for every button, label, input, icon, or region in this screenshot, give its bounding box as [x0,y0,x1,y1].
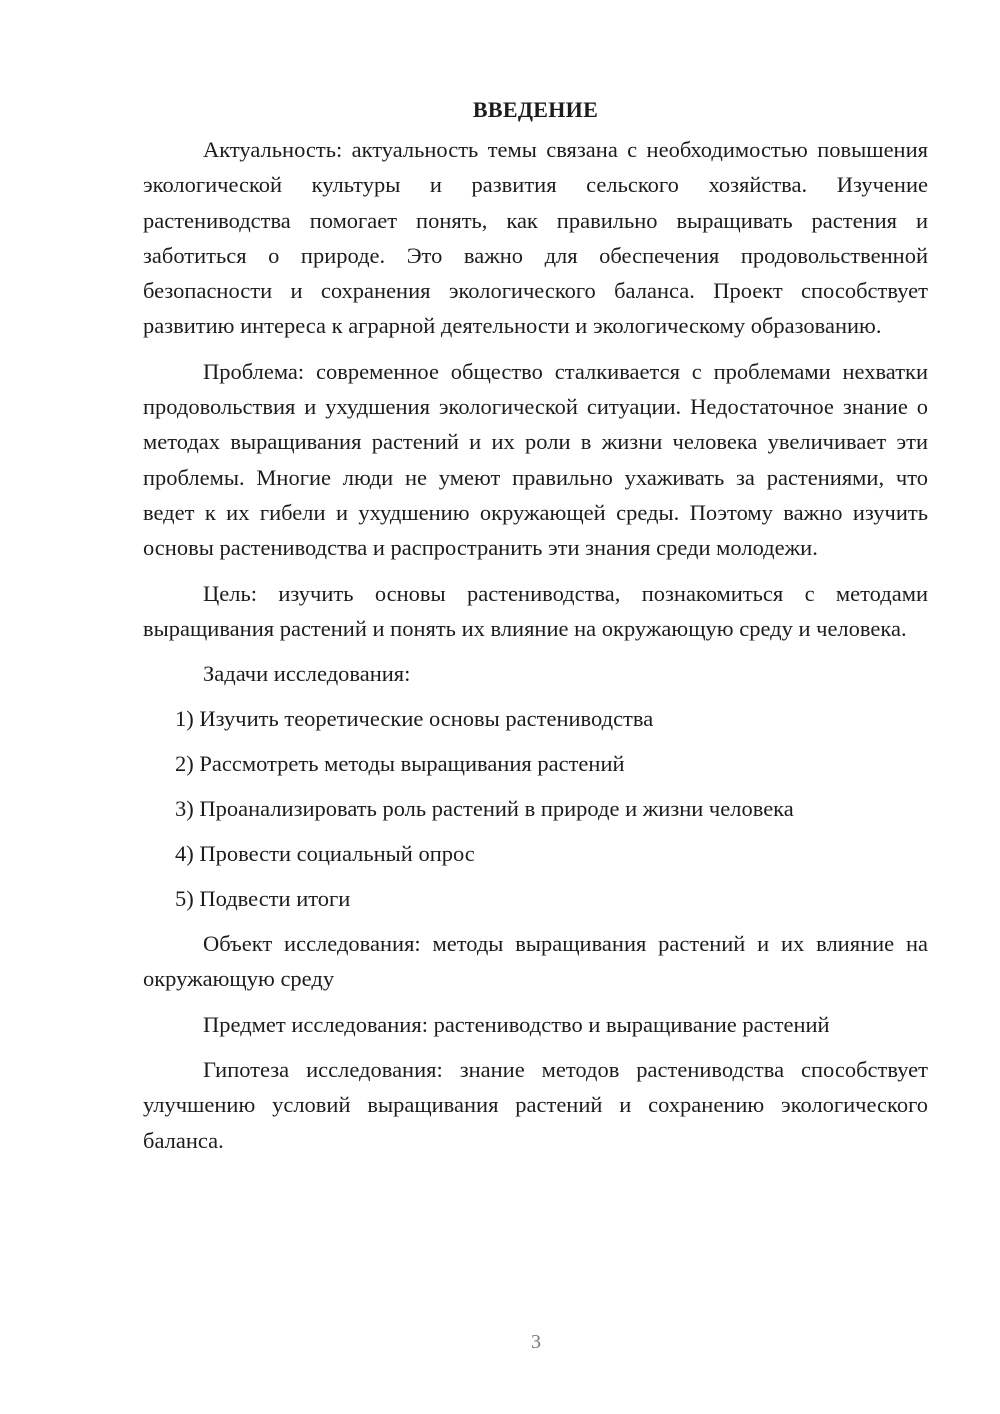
problem-paragraph: Проблема: современное общество сталкивается с проблемами нехватки продовольствия и ухудшения экологической ситуации. Недостаточное знание о методах выращивания растений и их роли в жизни человека увеличивает эти проблемы. Многие люди не умеют правильно ухаживать за растениями, что ведет к их гибели и ухудшению окружающей среды. Поэтому важно изучить основы растениводства и распространить эти знания среди молодежи. [143,358,928,561]
relevance-paragraph: Актуальность: актуальность темы связана с необходимостью повышения экологической культуры и развития сельского хозяйства. Изучение растениводства помогает понять, как правильно выращивать растения и заботиться о природе. Это важно для обеспечения продовольственной безопасности и сохранения экологического баланса. Проект способствует развитию интереса к аграрной деятельности и экологическому образованию. [143,137,928,339]
goal-paragraph: Цель: изучить основы растениводства, познакомиться с методами выращивания растений и понять их влияние на окружающую среду и человека. [143,580,928,641]
document-page [143,90,928,1168]
list-item: 1) Изучить теоретические основы растениводства [175,706,654,732]
page-number: 3 [531,1331,541,1353]
subject-paragraph: Предмет исследования: растениводство и выращивание растений [203,1011,830,1037]
list-item: 5) Подвести итоги [175,886,351,912]
object-paragraph: Объект исследования: методы выращивания растений и их влияние на окружающую среду [143,931,928,992]
list-item: 4) Провести социальный опрос [175,841,475,867]
tasks-heading: Задачи исследования: [203,661,411,687]
hypothesis-paragraph: Гипотеза исследования: знание методов растениводства способствует улучшению условий выращивания растений и сохранению экологического баланса. [143,1057,928,1153]
tasks-list [143,701,928,916]
list-item: 3) Проанализировать роль растений в природе и жизни человека [175,796,794,822]
list-item: 2) Рассмотреть методы выращивания растений [175,751,625,777]
section-title: ВВЕДЕНИЕ [472,97,599,122]
